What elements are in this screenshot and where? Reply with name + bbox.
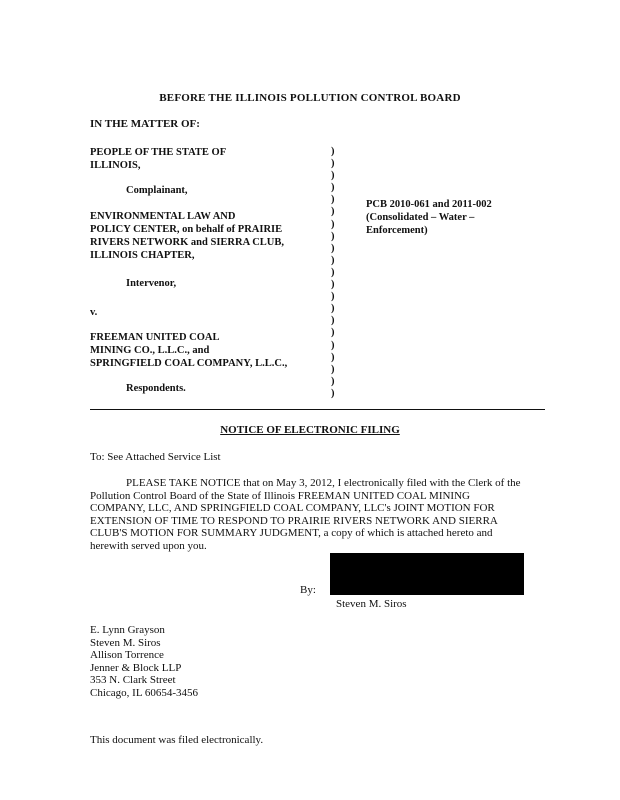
caption-divider <box>90 409 545 410</box>
body-line: EXTENSION OF TIME TO RESPOND TO PRAIRIE RIVERS NETWORK AND SIERRA <box>90 514 498 527</box>
paren: ) <box>331 158 335 170</box>
paren: ) <box>331 170 335 182</box>
notice-title: NOTICE OF ELECTRONIC FILING <box>220 424 400 436</box>
case-info <box>366 198 492 237</box>
intervenor-line: ENVIRONMENTAL LAW AND <box>90 211 236 222</box>
intervenor-line: POLICY CENTER, on behalf of PRAIRIE <box>90 224 283 235</box>
paren: ) <box>331 230 335 242</box>
respondents-role: Respondents. <box>126 383 186 394</box>
signature-by-label: By: <box>300 584 316 596</box>
redacted-signature-block <box>330 553 524 595</box>
caption-paren-column <box>331 146 341 400</box>
counsel-line: 353 N. Clark Street <box>90 674 176 687</box>
complainant-line: PEOPLE OF THE STATE OF <box>90 147 227 158</box>
counsel-line: Chicago, IL 60654-3456 <box>90 686 199 699</box>
case-detail-line: (Consolidated – Water – <box>366 212 475 223</box>
respondents-line: FREEMAN UNITED COAL <box>90 332 220 343</box>
intervenor-line: RIVERS NETWORK and SIERRA CLUB, <box>90 237 285 248</box>
complainant-line: ILLINOIS, <box>90 160 141 171</box>
paren: ) <box>331 182 335 194</box>
intervenor-name <box>90 210 284 262</box>
respondents-line: MINING CO., L.L.C., and <box>90 345 210 356</box>
paren: ) <box>331 146 335 157</box>
intervenor-role: Intervenor, <box>126 278 177 289</box>
signatory-name: Steven M. Siros <box>336 598 407 610</box>
paren: ) <box>331 254 335 266</box>
counsel-line: Allison Torrence <box>90 649 164 662</box>
notice-body <box>90 477 550 553</box>
body-line: Pollution Control Board of the State of Illinois FREEMAN UNITED COAL MINING <box>90 489 470 502</box>
respondents-line: SPRINGFIELD COAL COMPANY, L.L.C., <box>90 358 288 369</box>
footer-note: This document was filed electronically. <box>90 734 264 746</box>
complainant-name <box>90 146 226 172</box>
body-line: PLEASE TAKE NOTICE that on May 3, 2012, I electronically filed with the Clerk of the <box>126 477 521 489</box>
matter-of-label: IN THE MATTER OF: <box>90 118 200 130</box>
complainant-role: Complainant, <box>126 185 188 196</box>
paren: ) <box>331 291 335 303</box>
counsel-block <box>90 624 198 700</box>
paren: ) <box>331 279 335 291</box>
document-heading: BEFORE THE ILLINOIS POLLUTION CONTROL BOARD <box>159 92 461 104</box>
paren: ) <box>331 351 335 363</box>
respondents-name <box>90 331 287 370</box>
intervenor-line: ILLINOIS CHAPTER, <box>90 250 195 261</box>
paren: ) <box>331 339 335 351</box>
paren: ) <box>331 315 335 327</box>
paren: ) <box>331 242 335 254</box>
paren: ) <box>331 387 335 399</box>
body-line: CLUB'S MOTION FOR SUMMARY JUDGMENT, a copy of which is attached hereto and <box>90 527 493 540</box>
paren: ) <box>331 218 335 230</box>
paren: ) <box>331 266 335 278</box>
paren: ) <box>331 303 335 315</box>
body-line: COMPANY, LLC, AND SPRINGFIELD COAL COMPANY, LLC's JOINT MOTION FOR <box>90 502 495 515</box>
paren: ) <box>331 327 335 339</box>
case-detail-line: Enforcement) <box>366 225 428 236</box>
paren: ) <box>331 363 335 375</box>
paren: ) <box>331 206 335 218</box>
counsel-line: Jenner & Block LLP <box>90 661 182 674</box>
paren: ) <box>331 194 335 206</box>
counsel-line: E. Lynn Grayson <box>90 624 165 636</box>
paren: ) <box>331 375 335 387</box>
case-number: PCB 2010-061 and 2011-002 <box>366 199 492 210</box>
body-line: herewith served upon you. <box>90 539 207 552</box>
counsel-line: Steven M. Siros <box>90 636 161 649</box>
versus-label: v. <box>90 307 98 318</box>
to-line: To: See Attached Service List <box>90 451 221 463</box>
